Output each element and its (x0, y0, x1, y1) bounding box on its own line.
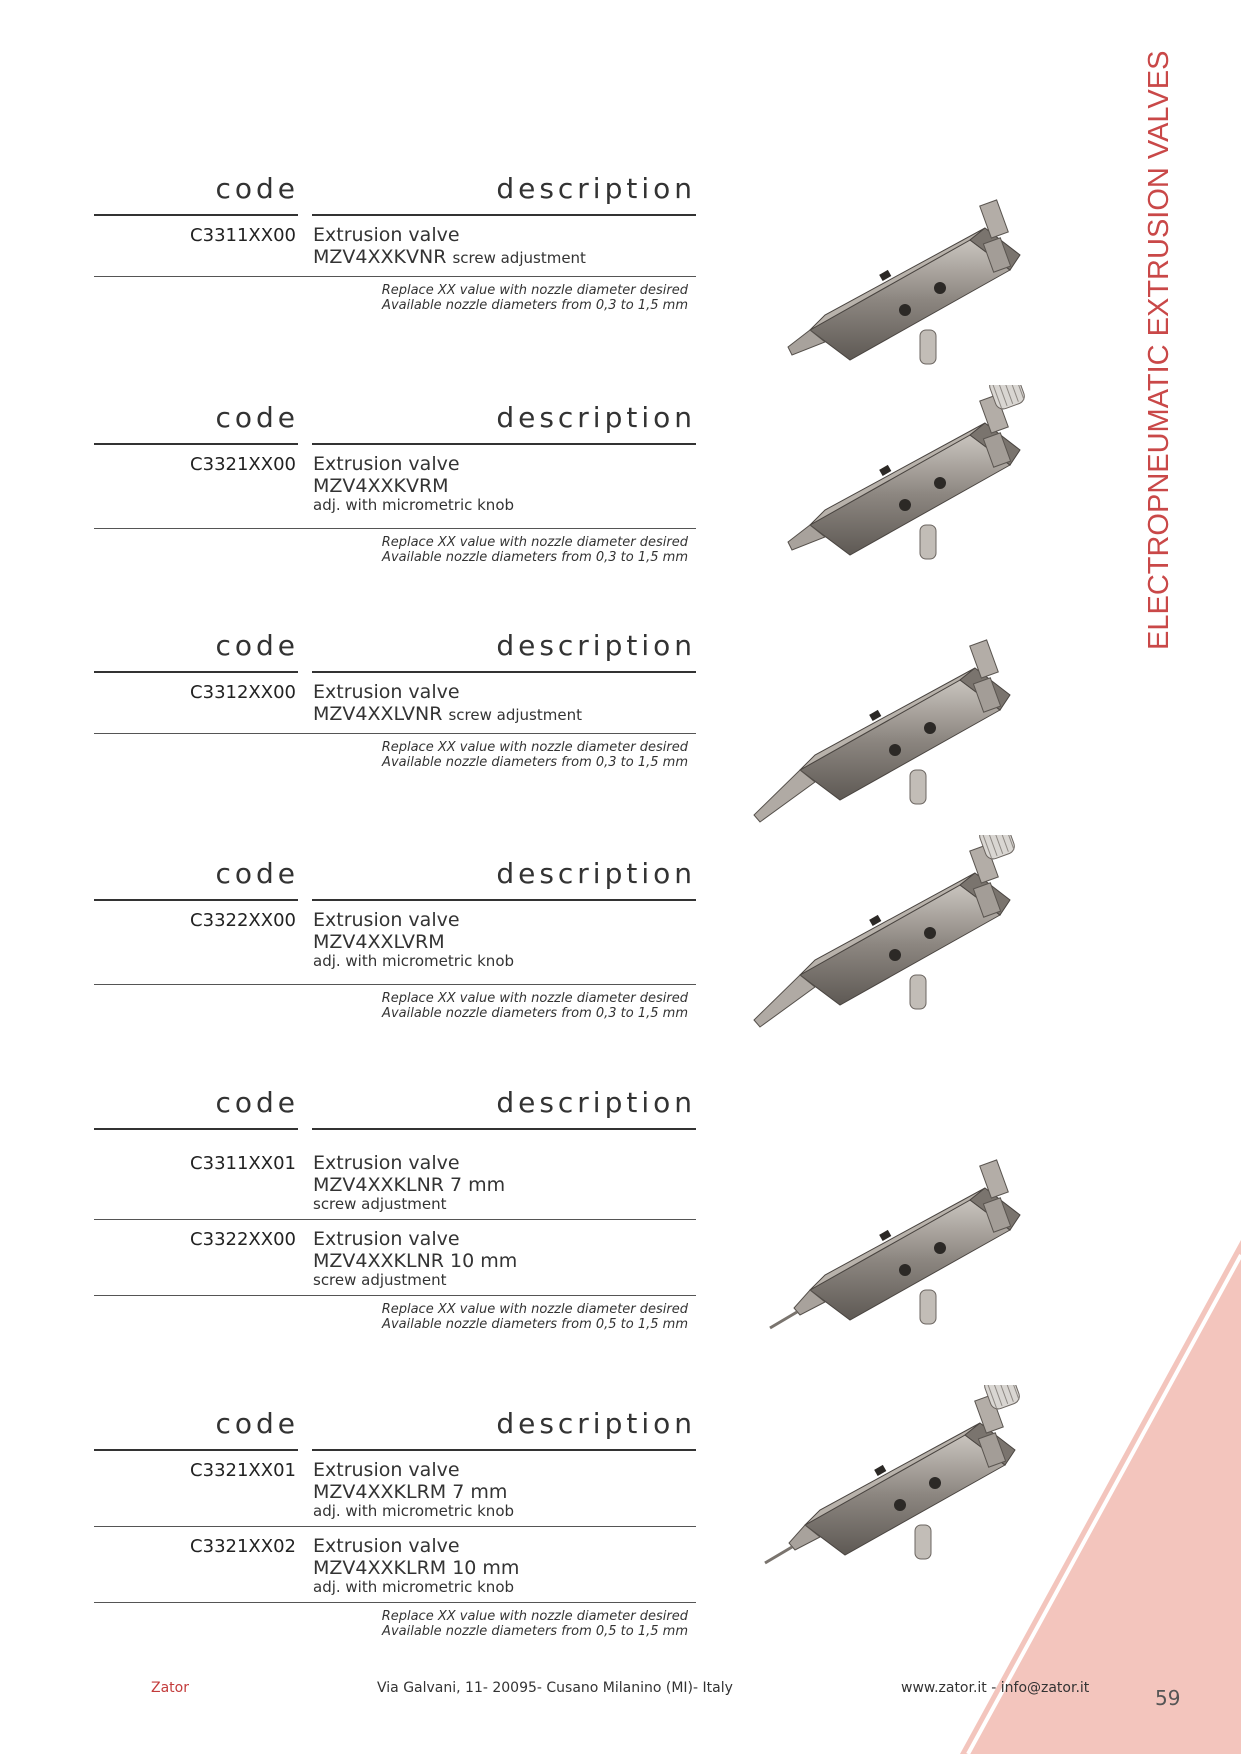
description-type: Extrusion valve (313, 1459, 460, 1481)
note-line: Replace XX value with nozzle diameter desired (381, 740, 688, 755)
description-header: description (496, 172, 696, 205)
page-number: 59 (1155, 1686, 1181, 1710)
product-row (94, 445, 696, 529)
section-title: ELECTROPNEUMATIC EXTRUSION VALVES (1143, 50, 1175, 650)
product-block (94, 172, 696, 313)
product-model: MZV4XXKVRM (313, 475, 449, 497)
product-block (94, 401, 696, 565)
footer-contacts: www.zator.it - info@zator.it (901, 1680, 1090, 1696)
adjustment-type: screw adjustment (313, 1271, 447, 1289)
note-line: Available nozzle diameters from 0,3 to 1,5 mm (382, 1006, 688, 1021)
adjustment-type: adj. with micrometric knob (313, 1502, 515, 1520)
description-type: Extrusion valve (313, 1535, 460, 1557)
description-header: description (496, 1407, 696, 1440)
extrusion-valve-image (760, 385, 1060, 615)
product-description (313, 453, 696, 514)
product-model: MZV4XXKVNR (313, 246, 447, 268)
product-description (313, 224, 696, 269)
product-code: C3321XX02 (190, 1536, 296, 1557)
product-code: C3322XX00 (190, 910, 296, 931)
table-header (94, 1086, 696, 1130)
extrusion-valve-image (755, 1385, 1065, 1625)
table-header (94, 857, 696, 901)
description-type: Extrusion valve (313, 453, 460, 475)
adjustment-type: screw adjustment (313, 1195, 447, 1213)
code-header: code (215, 1407, 299, 1440)
table-header (94, 1407, 696, 1451)
product-note (94, 985, 696, 1021)
product-code: C3311XX01 (190, 1153, 296, 1174)
code-header: code (215, 629, 299, 662)
description-type: Extrusion valve (313, 1152, 460, 1174)
product-note (94, 734, 696, 770)
note-line: Replace XX value with nozzle diameter desired (381, 1609, 688, 1624)
product-model: MZV4XXLVRM (313, 931, 445, 953)
adjustment-type: screw adjustment (448, 706, 582, 724)
product-note (94, 277, 696, 313)
product-row (94, 901, 696, 985)
header-rule (94, 1128, 298, 1130)
extrusion-valve-image (750, 835, 1060, 1075)
note-line: Available nozzle diameters from 0,5 to 1,5 mm (382, 1624, 688, 1639)
note-line: Replace XX value with nozzle diameter desired (381, 1302, 688, 1317)
note-line: Replace XX value with nozzle diameter desired (381, 283, 688, 298)
description-header: description (496, 629, 696, 662)
code-header: code (215, 1086, 299, 1119)
note-line: Replace XX value with nozzle diameter desired (381, 991, 688, 1006)
product-block (94, 1407, 696, 1639)
product-model: MZV4XXKLRM 10 mm (313, 1557, 520, 1579)
footer-address: Via Galvani, 11- 20095- Cusano Milanino (MI)- Italy (377, 1680, 733, 1696)
product-note (94, 1603, 696, 1639)
product-row (94, 1451, 696, 1527)
description-header: description (496, 401, 696, 434)
description-type: Extrusion valve (313, 1228, 460, 1250)
product-code: C3311XX00 (190, 225, 296, 246)
product-code: C3321XX01 (190, 1460, 296, 1481)
product-block (94, 1086, 696, 1332)
product-model: MZV4XXKLNR 10 mm (313, 1250, 518, 1272)
product-model: MZV4XXKLNR 7 mm (313, 1174, 506, 1196)
product-description (313, 1535, 696, 1596)
header-rule (312, 1128, 696, 1130)
note-line: Available nozzle diameters from 0,3 to 1,5 mm (382, 550, 688, 565)
product-code: C3312XX00 (190, 682, 296, 703)
adjustment-type: adj. with micrometric knob (313, 496, 515, 514)
note-line: Available nozzle diameters from 0,3 to 1,5 mm (382, 755, 688, 770)
footer-brand: Zator (151, 1680, 189, 1696)
note-line: Available nozzle diameters from 0,3 to 1,5 mm (382, 298, 688, 313)
product-note (94, 529, 696, 565)
description-header: description (496, 857, 696, 890)
description-type: Extrusion valve (313, 224, 460, 246)
note-line: Available nozzle diameters from 0,5 to 1,5 mm (382, 1317, 688, 1332)
code-header: code (215, 857, 299, 890)
description-type: Extrusion valve (313, 909, 460, 931)
adjustment-type: adj. with micrometric knob (313, 1578, 515, 1596)
product-block (94, 629, 696, 770)
note-line: Replace XX value with nozzle diameter desired (381, 535, 688, 550)
product-row (94, 1527, 696, 1603)
table-header (94, 629, 696, 673)
description-type: Extrusion valve (313, 681, 460, 703)
product-model: MZV4XXLVNR (313, 703, 443, 725)
product-row (94, 216, 696, 277)
product-note (94, 1296, 696, 1332)
adjustment-type: adj. with micrometric knob (313, 952, 515, 970)
product-row (94, 1220, 696, 1296)
product-code: C3322XX00 (190, 1229, 296, 1250)
table-header (94, 172, 696, 216)
product-code: C3321XX00 (190, 454, 296, 475)
extrusion-valve-image (760, 1150, 1060, 1360)
product-row (94, 1144, 696, 1220)
product-model: MZV4XXKLRM 7 mm (313, 1481, 508, 1503)
product-block (94, 857, 696, 1021)
extrusion-valve-image (750, 630, 1060, 860)
product-description (313, 1152, 696, 1213)
code-header: code (215, 401, 299, 434)
description-header: description (496, 1086, 696, 1119)
product-description (313, 681, 696, 726)
adjustment-type: screw adjustment (452, 249, 586, 267)
code-header: code (215, 172, 299, 205)
product-row (94, 673, 696, 734)
extrusion-valve-image (760, 190, 1060, 400)
product-description (313, 1459, 696, 1520)
product-description (313, 909, 696, 970)
table-header (94, 401, 696, 445)
product-description (313, 1228, 696, 1289)
